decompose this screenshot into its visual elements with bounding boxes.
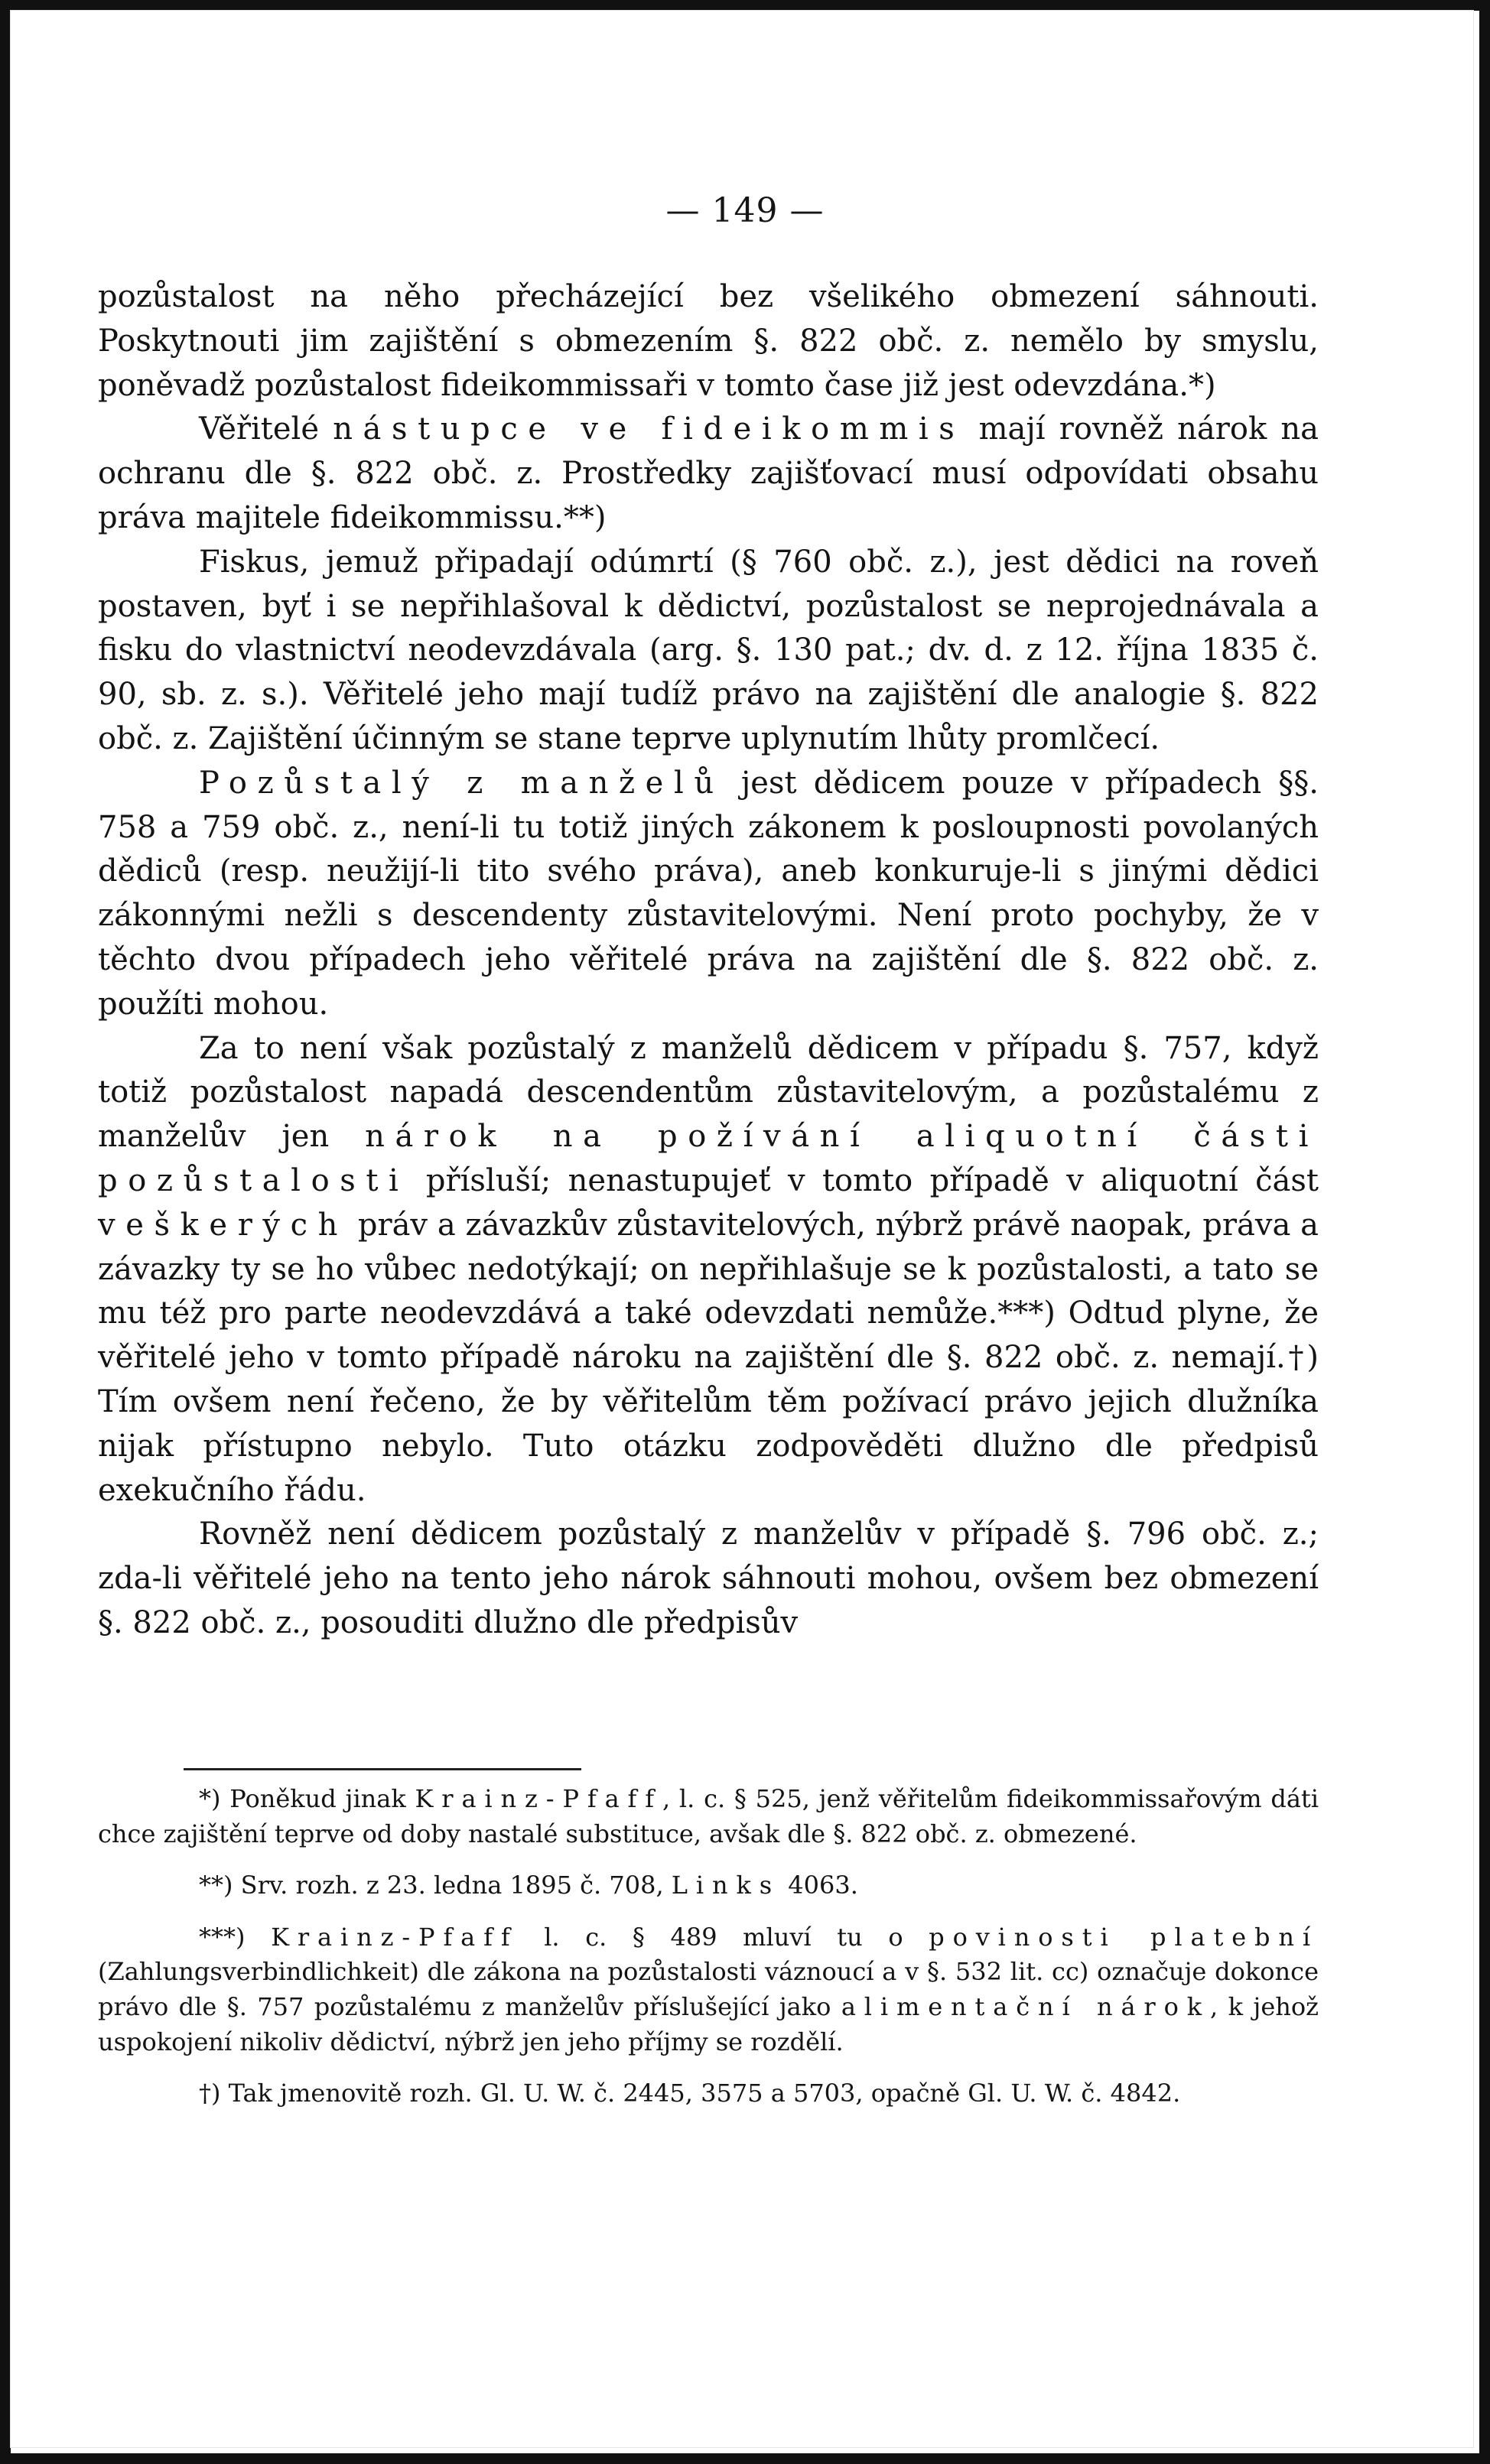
footnote-1-rest: , l. c. § 525, jenž věřitelům fideikommissařovým dáti chce zajištění teprve od doby nastalé substituce, avšak dle §. 822 obč. z. obmezené.	[98, 1784, 1319, 1848]
paragraph-2-emphasis: nástupce ve fideikommis	[333, 411, 965, 447]
footnote-3-emphasis-2: alimentační nárok	[841, 1991, 1210, 2021]
paragraph-5-part-b: přísluší; nenastupujeť v tomto případě v aliquotní část	[408, 1162, 1319, 1198]
scan-border-left	[0, 0, 11, 2464]
main-text	[98, 275, 1319, 1646]
paragraph-2	[98, 408, 1319, 540]
paragraph-6-text: Rovněž není dědicem pozůstalý z manželův v případě §. 796 obč. z.; zda-li věřitelé jeho na tento jeho nárok sáhnouti mohou, ovšem bez obmezení §. 822 obč. z., posouditi dlužno dle předpisův	[98, 1516, 1319, 1640]
footnotes	[98, 1782, 1319, 2128]
paragraph-4-emphasis: Pozůstalý z manželů	[199, 765, 724, 801]
footnote-3-part-b: l. c. § 489 mluví tu o	[518, 1922, 929, 1952]
paragraph-3	[98, 541, 1319, 762]
paragraph-2-lead: Věřitelé	[199, 411, 333, 447]
footnote-1-author: Krainz-Pfaff	[415, 1784, 662, 1813]
footnote-2-rest: 4063.	[780, 1871, 858, 1900]
footnote-2-author: Links	[671, 1871, 781, 1900]
footnote-3-part-c: (Zahlungsverbindlichkeit) dle zákona na pozůstalosti váznoucí a v §. 532 lit. cc) označuje dokonce právo dle §. 757 pozůstalému z manželův příslušející jako	[98, 1957, 1319, 2021]
paragraph-4	[98, 762, 1319, 1027]
footnote-2-lead: **) Srv. rozh. z 23. ledna 1895 č. 708,	[199, 1871, 672, 1900]
footnote-3-emphasis-1: povinosti platební	[929, 1922, 1319, 1952]
footnote-3-author: Krainz-Pfaff	[271, 1922, 519, 1952]
paragraph-1	[98, 275, 1319, 408]
footnote-1-lead: *) Poněkud jinak	[199, 1784, 415, 1813]
footnote-4	[98, 2076, 1319, 2111]
paragraph-6	[98, 1513, 1319, 1645]
scan-border-right	[1479, 0, 1490, 2464]
paragraph-5-part-c: práv a závazkův zůstavitelových, nýbrž právě naopak, práva a závazky ty se ho vůbec nedotýkají; on nepřihlašuje se k pozůstalosti, a tato se mu též pro parte neodevzdává a také odevzdati nemůže.***) Odtud plyne, že věřitelé jeho v tomto případě nároku na zajištění dle §. 822 obč. z. nemají.†) Tím ovšem není řečeno, že by věřitelům těm požívací právo jejich dlužníka nijak přístupno nebylo. Tuto otázku zodpověděti dlužno dle předpisů exekučního řádu.	[98, 1207, 1319, 1508]
page-number: — 149 —	[665, 191, 825, 230]
paragraph-1-text: pozůstalost na něho přecházející bez všelikého obmezení sáhnouti. Poskytnouti jim zajištění s obmezením §. 822 obč. z. nemělo by smyslu, poněvadž pozůstalost fideikommissaři v tomto čase již jest odevzdána.*)	[98, 279, 1319, 403]
paragraph-5	[98, 1027, 1319, 1513]
scan-border-bottom	[0, 2453, 1490, 2464]
paragraph-3-text: Fiskus, jemuž připadají odúmrtí (§ 760 obč. z.), jest dědici na roveň postaven, byť i se nepřihlašoval k dědictví, pozůstalost se neprojednávala a fisku do vlastnictví neodevzdávala (arg. §. 130 pat.; dv. d. z 12. října 1835 č. 90, sb. z. s.). Věřitelé jeho mají tudíž právo na zajištění dle analogie §. 822 obč. z. Zajištění účinným se stane teprve uplynutím lhůty promlčecí.	[98, 544, 1319, 756]
paragraph-5-part-a: Za to není však pozůstalý z manželů dědicem v případu §. 757, když totiž pozůstalost napadá descendentům zůstavitelovým, a pozůstalému z manželův jen	[98, 1030, 1319, 1155]
footnote-divider	[184, 1768, 581, 1770]
footnote-1	[98, 1782, 1319, 1851]
footnote-4-text: †) Tak jmenovitě rozh. Gl. U. W. č. 2445, 3575 a 5703, opačně Gl. U. W. č. 4842.	[199, 2079, 1181, 2108]
paragraph-5-emphasis-1: nárok na požívání aliquotní části pozůstalosti	[98, 1119, 1319, 1198]
footnote-3-lead: ***)	[199, 1922, 272, 1952]
footnote-3-part-d: , k jehož uspokojení nikoliv dědictví, nýbrž jen jeho příjmy se rozdělí.	[98, 1991, 1319, 2056]
paragraph-4-rest: jest dědicem pouze v případech §§. 758 a 759 obč. z., není-li tu totiž jiných zákonem k posloupnosti povolaných dědiců (resp. neužijí-li tito svého práva), aneb konkuruje-li s jinými dědici zákonnými nežli s descendenty zůstavitelovými. Není proto pochyby, že v těchto dvou případech jeho věřitelé práva na zajištění dle §. 822 obč. z. použíti mohou.	[98, 765, 1319, 1022]
footnote-2	[98, 1868, 1319, 1903]
paragraph-5-emphasis-2: veškerých	[98, 1207, 348, 1243]
paragraph-2-rest: mají rovněž nárok na ochranu dle §. 822 obč. z. Prostředky zajišťovací musí odpovídati obsahu práva majitele fideikommissu.**)	[98, 411, 1319, 535]
footnote-3	[98, 1920, 1319, 2059]
scan-border-top	[0, 0, 1490, 11]
